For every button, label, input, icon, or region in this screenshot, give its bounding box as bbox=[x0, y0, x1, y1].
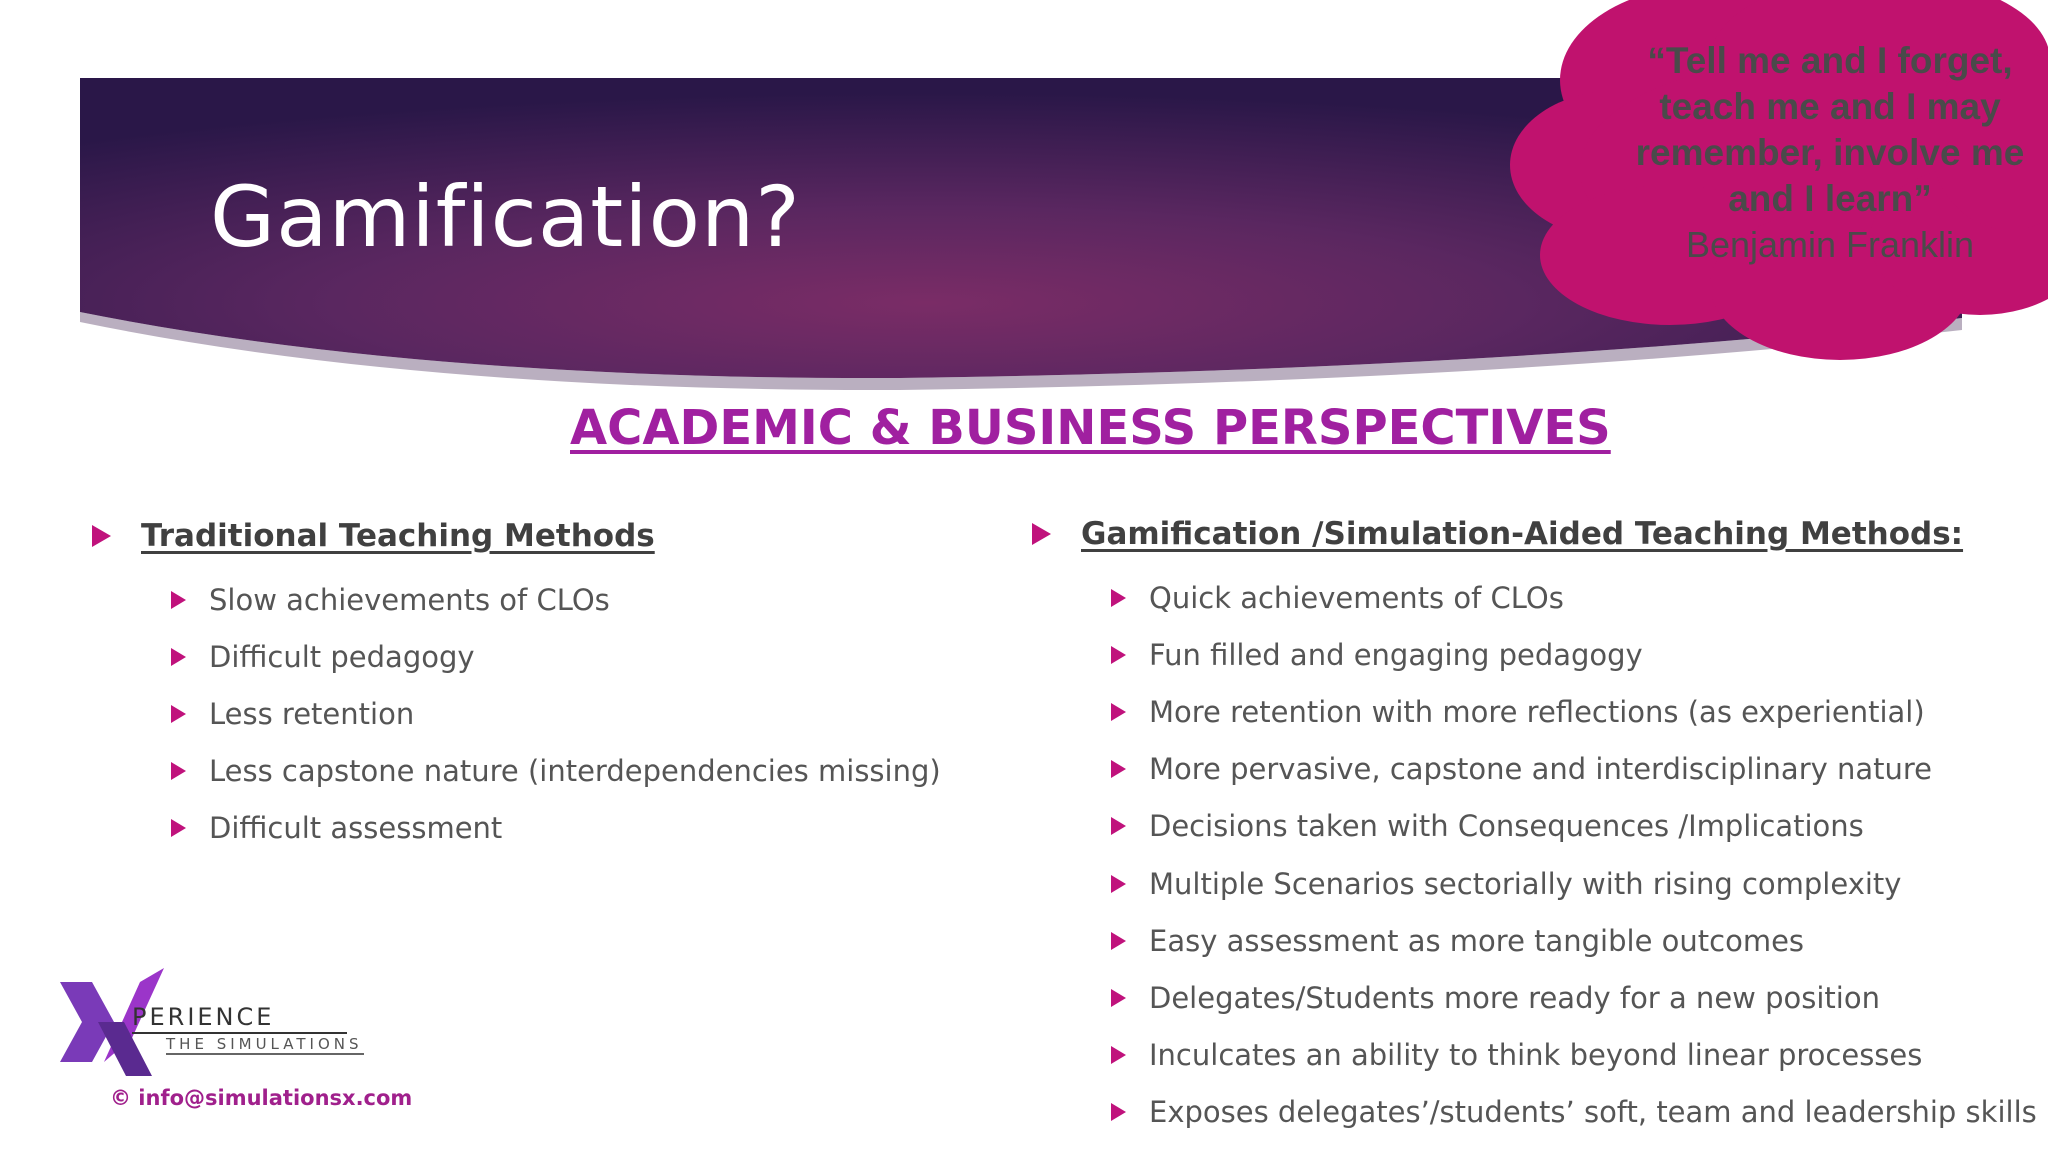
list-item bbox=[1111, 683, 2037, 740]
logo-divider bbox=[166, 1053, 364, 1055]
logo-divider bbox=[132, 1032, 347, 1034]
contact-email[interactable]: © info@simulationsx.com bbox=[110, 1086, 413, 1110]
bullet-arrow-icon bbox=[171, 648, 186, 666]
bullet-arrow-icon bbox=[1111, 817, 1126, 835]
bullet-arrow-icon bbox=[1111, 760, 1126, 778]
gamification-methods-column bbox=[1032, 510, 2037, 1141]
bullet-arrow-icon bbox=[171, 705, 186, 723]
list-item-text: Difficult pedagogy bbox=[209, 639, 475, 674]
list-item-text: More retention with more reflections (as experiential) bbox=[1149, 694, 1925, 729]
bullet-arrow-icon bbox=[171, 819, 186, 837]
section-heading: ACADEMIC & BUSINESS PERSPECTIVES bbox=[570, 400, 1611, 456]
list-item bbox=[1111, 569, 2037, 626]
list-item bbox=[171, 685, 941, 742]
list-item bbox=[171, 743, 941, 800]
quote-block bbox=[1600, 38, 2048, 268]
list-item-text: More pervasive, capstone and interdisciplinary nature bbox=[1149, 752, 1933, 787]
bullet-arrow-icon bbox=[1111, 646, 1126, 664]
bullet-arrow-icon bbox=[1111, 1046, 1126, 1064]
bullet-arrow-icon bbox=[1111, 932, 1126, 950]
list-item-text: Difficult assessment bbox=[209, 811, 503, 846]
list-item bbox=[171, 628, 941, 685]
list-item bbox=[1111, 1084, 2037, 1141]
bullet-arrow-icon bbox=[171, 762, 186, 780]
list-item bbox=[171, 800, 941, 857]
list-item-text: Fun filled and engaging pedagogy bbox=[1149, 637, 1643, 672]
slide-title: Gamification? bbox=[210, 168, 801, 266]
logo-wordmark: PERIENCE bbox=[132, 1003, 275, 1031]
bullet-arrow-icon bbox=[1032, 523, 1051, 545]
list-item bbox=[1111, 912, 2037, 969]
list-item bbox=[1111, 798, 2037, 855]
list-item-text: Exposes delegates’/students’ soft, team and leadership skills bbox=[1149, 1095, 2037, 1130]
traditional-methods-column bbox=[92, 512, 941, 857]
list-item bbox=[171, 571, 941, 628]
bullet-arrow-icon bbox=[1111, 989, 1126, 1007]
gamification-methods-heading bbox=[1032, 510, 2037, 558]
column-heading-text: Traditional Teaching Methods bbox=[141, 518, 655, 554]
list-item bbox=[1111, 1027, 2037, 1084]
traditional-methods-heading bbox=[92, 512, 941, 560]
bullet-arrow-icon bbox=[1111, 875, 1126, 893]
logo-subtitle: THE SIMULATIONS bbox=[166, 1035, 363, 1053]
list-item-text: Delegates/Students more ready for a new position bbox=[1149, 980, 1880, 1015]
list-item bbox=[1111, 626, 2037, 683]
quote-text: “Tell me and I forget, teach me and I may remember, involve me and I learn” bbox=[1635, 40, 2025, 219]
list-item-text: Easy assessment as more tangible outcomes bbox=[1149, 923, 1805, 958]
list-item-text: Inculcates an ability to think beyond linear processes bbox=[1149, 1038, 1923, 1073]
traditional-methods-list bbox=[171, 571, 941, 857]
column-heading-text: Gamification /Simulation-Aided Teaching Methods: bbox=[1081, 516, 1964, 552]
list-item bbox=[1111, 741, 2037, 798]
bullet-arrow-icon bbox=[1111, 589, 1126, 607]
list-item-text: Decisions taken with Consequences /Implications bbox=[1149, 809, 1864, 844]
list-item bbox=[1111, 855, 2037, 912]
list-item-text: Multiple Scenarios sectorially with rising complexity bbox=[1149, 866, 1902, 901]
bullet-arrow-icon bbox=[92, 525, 111, 547]
list-item-text: Less capstone nature (interdependencies missing) bbox=[209, 754, 941, 789]
list-item bbox=[1111, 969, 2037, 1026]
bullet-arrow-icon bbox=[171, 591, 186, 609]
list-item-text: Slow achievements of CLOs bbox=[209, 582, 610, 617]
list-item-text: Less retention bbox=[209, 696, 415, 731]
bullet-arrow-icon bbox=[1111, 703, 1126, 721]
bullet-arrow-icon bbox=[1111, 1103, 1126, 1121]
list-item-text: Quick achievements of CLOs bbox=[1149, 580, 1564, 615]
gamification-methods-list bbox=[1111, 569, 2037, 1141]
quote-author: Benjamin Franklin bbox=[1685, 224, 1975, 265]
